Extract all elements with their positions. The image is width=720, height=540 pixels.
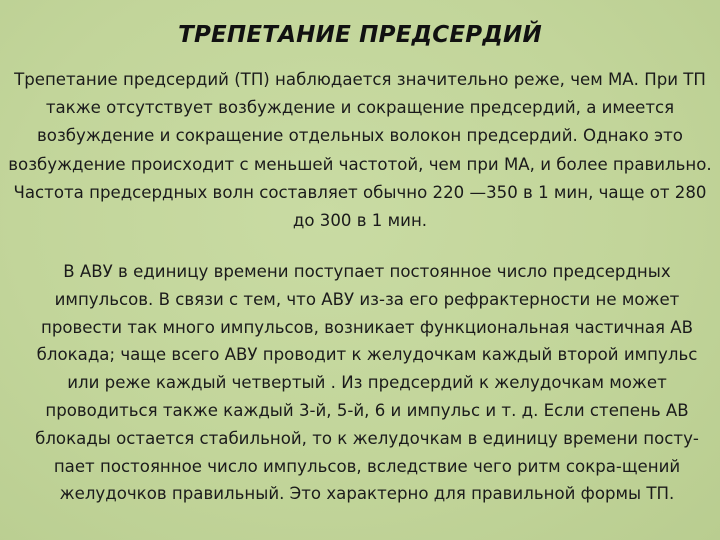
slide-title: ТРЕПЕТАНИЕ ПРЕДСЕРДИЙ: [178, 22, 542, 48]
paragraph-atrial-flutter-description: Трепетание предсердий (ТП) наблюдается значительно реже, чем МА. При ТП также отсутствует возбуждение и сокращение предсердий, а имеется возбуждение и сокращение отдельных волокон предсердий. Однако это возбуждение происходит с меньшей частотой, чем при МА, и более правильно. Частота предсердных волн составляет обычно 220 —350 в 1 мин, чаще от 280 до 300 в 1 мин.: [8, 70, 712, 231]
paragraph-av-node-conduction: В АВУ в единицу времени поступает постоянное число предсердных импульсов. В связи с тем, что АВУ из-за его рефрактерности не может провести так много импульсов, возникает функциональная частичная АВ блокада; чаще всего АВУ проводит к желудочкам каждый второй импульс или реже каждый четвертый . Из предсердий к желудочкам может проводиться также каждый 3-й, 5-й, 6 и импульс и т. д. Если степень АВ блокады остается стабильной, то к желудочкам в единицу времени посту-пает постоянное число импульсов, вследствие чего ритм сокра-щений желудочков правильный. Это характерно для правильной формы ТП.: [35, 262, 699, 504]
